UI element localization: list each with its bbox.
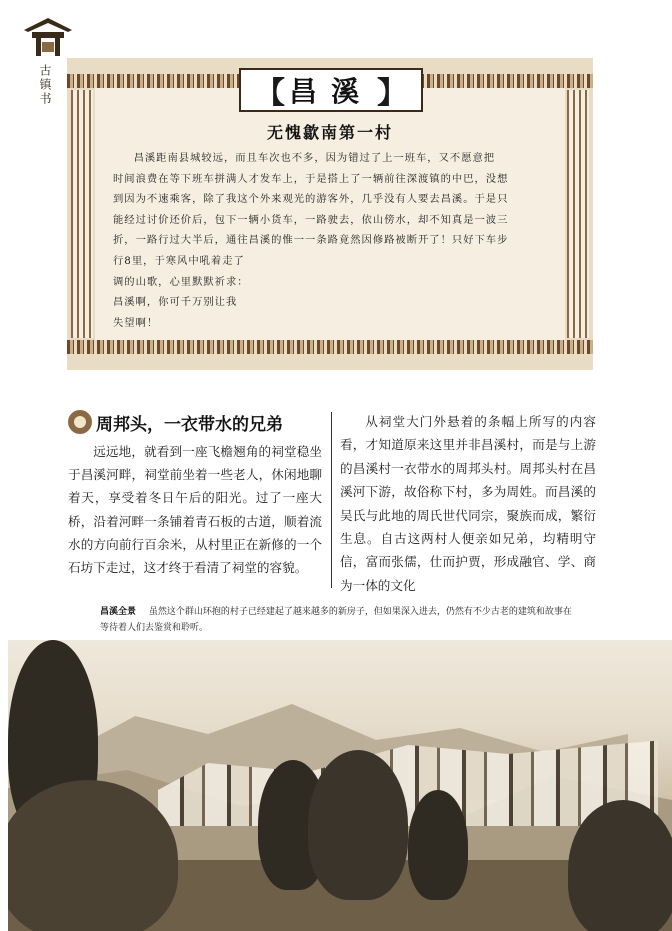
intro-line: 昌溪啊，你可千万别让我	[113, 296, 238, 309]
title-bracket-right: 】	[377, 76, 407, 111]
intro-line: 折，一路行过大半后，通往昌溪的惟一一条路竟然因修路被断开了！只好下车步	[113, 234, 509, 247]
photo-caption	[100, 604, 580, 636]
column-divider	[331, 412, 332, 588]
page-title: 昌溪	[288, 75, 373, 108]
caption-label: 昌溪全景	[100, 607, 137, 617]
gate-logo-icon	[22, 14, 74, 58]
vertical-title: 古镇书	[38, 64, 52, 106]
banner-stripe-bottom	[67, 340, 593, 354]
photo-tree	[308, 750, 408, 900]
banner-subtitle: 无愧歙南第一村	[266, 123, 393, 142]
flower-ornament-icon	[68, 410, 92, 434]
intro-line: 能经过讨价还价后，包下一辆小货车，一路驶去，依山傍水，却不知真是一波三	[113, 213, 509, 226]
right-paragraph: 从祠堂大门外悬着的条幅上所写的内容看，才知道原来这里并非昌溪村，而是与上游的昌溪村一衣带水的周邦头村。周邦头村在昌溪河下游，故俗称下村，多为周姓。而昌溪的吴氏与此地的周氏世代同宗，聚族而成，繁衍生息。自古这两村人便亲如兄弟，均精明守信，富而张儒，仕而护贾，形成融官、学、商为一体的文化	[340, 414, 596, 593]
photo-tree	[408, 790, 468, 900]
header-banner	[67, 58, 593, 370]
title-box	[239, 68, 423, 112]
intro-line: 时间浪费在等下班车拼满人才发车上，于是搭上了一辆前往深渡镇的中巴，没想	[113, 172, 509, 185]
intro-line: 行8里，于寒风中吼着走了	[113, 254, 245, 267]
title-bracket-left: 【	[254, 76, 285, 111]
intro-line: 到因为不速乘客，除了我这个外来观光的游客外，几乎没有人要去昌溪。于是只	[113, 193, 509, 206]
intro-text	[113, 148, 549, 333]
section-title: 周邦头，一衣带水的兄弟	[96, 414, 283, 435]
intro-line: 昌溪距南县城较远，而且车次也不多，因为错过了上一班车，又不愿意把	[133, 152, 496, 164]
section-heading	[68, 408, 283, 436]
caption-text: 虽然这个群山环抱的村子已经建起了越来越多的新房子，但如果深入进去，仍然有不少古老的建筑和故事在等待着人们去鉴赏和聆听。	[100, 607, 572, 633]
left-paragraph: 远远地，就看到一座飞檐翘角的祠堂稳坐于昌溪河畔，祠堂前坐着一些老人，休闲地聊着天，享受着冬日午后的阳光。过了一座大桥，沿着河畔一条铺着青石板的古道，顺着流水的方向前行百余米，从村里正在新修的一个石坊下走过，这才终于看清了祠堂的容貌。	[68, 444, 322, 576]
photo-tree	[568, 800, 672, 931]
side-strip	[0, 0, 60, 640]
intro-line: 调的山歌，心里默默祈求：	[113, 275, 249, 288]
left-column	[68, 440, 322, 579]
right-column	[340, 410, 596, 597]
village-panorama-photo	[8, 640, 672, 931]
intro-line: 失望啊！	[113, 316, 159, 329]
